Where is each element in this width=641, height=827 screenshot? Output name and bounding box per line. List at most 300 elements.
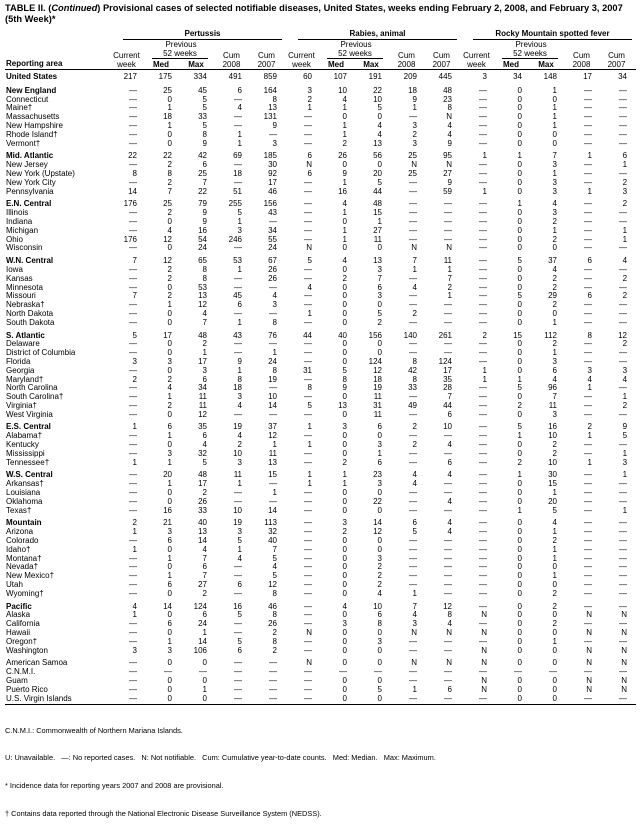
table-row xyxy=(5,131,636,140)
table-row xyxy=(5,104,636,113)
value-cell: 23 xyxy=(443,94,452,104)
value-cell: 6 xyxy=(377,282,382,292)
value-cell: — xyxy=(409,636,417,646)
value-cell: 1 xyxy=(517,374,522,384)
value-cell: N xyxy=(481,658,487,668)
value-cell: — xyxy=(584,199,592,209)
value-cell: — xyxy=(304,536,312,546)
table-header xyxy=(5,29,636,70)
value-cell: — xyxy=(584,85,592,95)
value-cell: 4 xyxy=(412,470,417,480)
value-cell: 2 xyxy=(587,422,592,432)
col-previous-52-weeks: Previous 52 weeks xyxy=(146,40,216,59)
value-cell: 0 xyxy=(517,317,522,327)
value-cell: 11 xyxy=(233,470,242,480)
reporting-area-cell: Illinois xyxy=(6,209,29,218)
value-cell: 3 xyxy=(132,645,137,655)
title-body: ) Provisional cases of selected notifiable diseases, United States, weeks ending February 2, 2008, and February 3, 2007 xyxy=(97,3,623,13)
value-cell: 0 xyxy=(517,339,522,349)
value-cell: 1 xyxy=(377,448,382,458)
value-cell: — xyxy=(339,667,347,677)
value-cell: — xyxy=(444,448,452,458)
value-cell: — xyxy=(444,571,452,581)
value-cell: 0 xyxy=(517,94,522,104)
value-cell: 140 xyxy=(403,330,417,340)
value-cell: 12 xyxy=(373,527,382,537)
value-cell: 0 xyxy=(517,448,522,458)
value-cell: — xyxy=(619,636,628,646)
value-cell: N xyxy=(306,160,312,170)
value-cell: — xyxy=(479,264,487,274)
reporting-area-cell: Louisiana xyxy=(6,489,41,498)
footnote-dagger: † Contains data reported through the National Electronic Disease Surveillance System (NEDSS). xyxy=(5,808,322,818)
value-cell: 0 xyxy=(342,658,347,668)
table-row xyxy=(5,677,636,686)
value-cell: 0 xyxy=(517,308,522,318)
table-row xyxy=(5,668,636,677)
value-cell: 209 xyxy=(403,72,417,81)
value-cell: 2 xyxy=(272,645,277,655)
value-cell: 0 xyxy=(517,208,522,218)
value-cell: 2 xyxy=(552,448,557,458)
value-cell: 1 xyxy=(132,527,137,537)
value-cell: 5 xyxy=(202,120,207,130)
value-cell: — xyxy=(584,317,592,327)
reporting-area-cell: Wyoming† xyxy=(6,589,44,598)
value-cell: — xyxy=(584,693,592,703)
value-cell: 217 xyxy=(123,72,137,81)
table-row xyxy=(5,349,636,358)
value-cell: 48 xyxy=(373,199,382,209)
reporting-area-cell: Oregon† xyxy=(6,637,38,646)
value-cell: — xyxy=(479,505,487,515)
value-cell: 1 xyxy=(552,571,557,581)
value-cell: — xyxy=(584,120,592,130)
value-cell: — xyxy=(129,505,137,515)
table-row xyxy=(5,384,636,393)
footnote-cnmi: C.N.M.I.: Commonwealth of Northern Mariana Islands. xyxy=(5,725,183,735)
value-cell: — xyxy=(304,374,312,384)
reporting-area-cell: American Samoa xyxy=(6,659,68,668)
value-cell: 12 xyxy=(163,234,172,244)
table-row xyxy=(5,572,636,581)
value-cell: — xyxy=(129,348,137,358)
table-row xyxy=(5,590,636,599)
table-row xyxy=(5,581,636,590)
value-cell: 0 xyxy=(167,440,172,450)
value-cell: 0 xyxy=(342,505,347,515)
value-cell: 9 xyxy=(342,383,347,393)
value-cell: — xyxy=(129,300,137,310)
value-cell: 26 xyxy=(338,151,347,161)
value-cell: 0 xyxy=(517,356,522,366)
table-row xyxy=(5,257,636,266)
value-cell: 2 xyxy=(237,440,242,450)
value-cell: — xyxy=(444,479,452,489)
value-cell: — xyxy=(129,693,137,703)
value-cell: 3 xyxy=(412,619,417,629)
value-cell: 2 xyxy=(342,457,347,467)
value-cell: — xyxy=(619,216,628,226)
value-cell: 2 xyxy=(412,308,417,318)
value-cell: 4 xyxy=(447,619,452,629)
reporting-area-cell: Pacific xyxy=(6,602,32,611)
value-cell: — xyxy=(619,479,628,489)
value-cell: — xyxy=(304,120,312,130)
value-cell: — xyxy=(234,308,242,318)
value-cell: — xyxy=(444,676,452,685)
value-cell: 37 xyxy=(268,422,277,432)
value-cell: 2 xyxy=(552,619,557,629)
value-cell: 1 xyxy=(132,610,137,620)
value-cell: 1 xyxy=(167,571,172,581)
value-cell: — xyxy=(304,676,312,685)
title-prefix: TABLE II. ( xyxy=(5,3,52,13)
value-cell: 19 xyxy=(268,374,277,384)
value-cell: 2 xyxy=(377,580,382,590)
value-cell: — xyxy=(479,308,487,318)
value-cell: 0 xyxy=(377,300,382,310)
value-cell: 10 xyxy=(338,85,347,95)
value-cell: — xyxy=(584,601,592,611)
value-cell: 42 xyxy=(198,151,207,161)
value-cell: 2 xyxy=(552,273,557,283)
value-cell: — xyxy=(479,518,487,528)
value-cell: 4 xyxy=(202,308,207,318)
value-cell: — xyxy=(444,580,452,590)
value-cell: 13 xyxy=(268,103,277,113)
value-cell: 69 xyxy=(233,151,242,161)
value-cell: 0 xyxy=(167,676,172,685)
value-cell: — xyxy=(479,383,487,393)
value-cell: N xyxy=(411,243,417,253)
value-cell: 5 xyxy=(517,256,522,266)
value-cell: — xyxy=(409,562,417,572)
value-cell: 1 xyxy=(552,225,557,235)
reporting-area-cell: Iowa xyxy=(6,265,23,274)
value-cell: 3 xyxy=(622,457,628,467)
value-cell: — xyxy=(479,177,487,187)
value-cell: 6 xyxy=(587,256,592,266)
value-cell: 17 xyxy=(163,330,172,340)
value-cell: 1 xyxy=(587,383,592,393)
reporting-area-cell: New York (Upstate) xyxy=(6,169,75,178)
value-cell: — xyxy=(479,356,487,366)
value-cell: — xyxy=(409,208,417,218)
value-cell: 0 xyxy=(167,129,172,139)
value-cell: — xyxy=(584,479,592,489)
value-cell: 1 xyxy=(552,103,557,113)
title-week-line: (5th Week)* xyxy=(5,14,56,24)
value-cell: — xyxy=(584,518,592,528)
value-cell: — xyxy=(304,457,312,467)
reporting-area-cell: Alaska xyxy=(6,611,31,620)
value-cell: — xyxy=(234,112,242,122)
value-cell: — xyxy=(479,488,487,498)
value-cell: 1 xyxy=(342,234,347,244)
value-cell: 44 xyxy=(373,186,382,196)
reporting-area-cell: New England xyxy=(6,86,57,95)
table-row xyxy=(5,292,636,301)
table-row xyxy=(5,450,636,459)
value-cell: 3 xyxy=(167,448,172,458)
value-cell: 0 xyxy=(517,234,522,244)
value-cell: 5 xyxy=(307,400,312,410)
value-cell: 0 xyxy=(167,610,172,620)
value-cell: N xyxy=(306,658,312,668)
value-cell: 0 xyxy=(167,365,172,375)
value-cell: 2 xyxy=(342,527,347,537)
value-cell: 0 xyxy=(342,580,347,590)
value-cell: — xyxy=(584,440,592,450)
value-cell: 0 xyxy=(377,431,382,441)
value-cell: 4 xyxy=(237,400,242,410)
value-cell: 0 xyxy=(167,562,172,572)
value-cell: — xyxy=(584,553,592,563)
value-cell: 6 xyxy=(202,374,207,384)
value-cell: 6 xyxy=(167,536,172,546)
value-cell: — xyxy=(479,339,487,349)
value-cell: 1 xyxy=(307,308,312,318)
value-cell: — xyxy=(129,103,137,113)
value-cell: 17 xyxy=(198,356,207,366)
group-header-rabies: Rabies, animal xyxy=(286,29,461,40)
value-cell: 22 xyxy=(163,151,172,161)
value-cell: 0 xyxy=(552,658,557,668)
value-cell: — xyxy=(409,317,417,327)
value-cell: 246 xyxy=(228,234,242,244)
value-cell: — xyxy=(584,571,592,581)
value-cell: 0 xyxy=(517,610,522,620)
value-cell: 20 xyxy=(373,168,382,178)
value-cell: N xyxy=(411,628,417,638)
value-cell: 1 xyxy=(447,291,452,301)
reporting-area-cell: Georgia xyxy=(6,366,35,375)
value-cell: 0 xyxy=(517,518,522,528)
value-cell: 8 xyxy=(272,588,277,598)
value-cell: 9 xyxy=(272,120,277,130)
value-cell: — xyxy=(584,580,592,590)
value-cell: — xyxy=(479,300,487,310)
value-cell: — xyxy=(619,527,628,537)
value-cell: — xyxy=(619,112,628,122)
value-cell: 3 xyxy=(552,409,557,419)
value-cell: — xyxy=(409,339,417,349)
value-cell: 4 xyxy=(552,374,557,384)
value-cell: 5 xyxy=(517,291,522,301)
value-cell: N xyxy=(621,628,628,638)
value-cell: 0 xyxy=(167,339,172,349)
value-cell: — xyxy=(619,553,628,563)
value-cell: — xyxy=(619,496,628,506)
table-row xyxy=(5,489,636,498)
value-cell: 1 xyxy=(517,199,522,209)
value-cell: 7 xyxy=(447,392,452,402)
value-cell: 9 xyxy=(202,208,207,218)
value-cell: — xyxy=(234,588,242,598)
value-cell: 16 xyxy=(338,186,347,196)
value-cell: 3 xyxy=(167,356,172,366)
value-cell: 4 xyxy=(342,601,347,611)
value-cell: — xyxy=(479,527,487,537)
value-cell: 6 xyxy=(237,300,242,310)
value-cell: 5 xyxy=(272,571,277,581)
value-cell: 2 xyxy=(377,317,382,327)
value-cell: 4 xyxy=(447,527,452,537)
reporting-area-cell: E.S. Central xyxy=(6,423,51,432)
value-cell: 1 xyxy=(237,216,242,226)
value-cell: — xyxy=(129,216,137,226)
reporting-area-cell: New York City xyxy=(6,178,56,187)
value-cell: 0 xyxy=(342,264,347,274)
value-cell: — xyxy=(584,339,592,349)
value-cell: 1 xyxy=(342,177,347,187)
value-cell: 1 xyxy=(517,470,522,480)
value-cell: — xyxy=(409,273,417,283)
value-cell: N xyxy=(586,684,592,694)
table-row xyxy=(5,310,636,319)
value-cell: 35 xyxy=(198,422,207,432)
table-row xyxy=(5,266,636,275)
value-cell: — xyxy=(584,488,592,498)
value-cell: 1 xyxy=(552,112,557,122)
value-cell: 2 xyxy=(377,562,382,572)
table-row xyxy=(5,200,636,209)
value-cell: — xyxy=(584,177,592,187)
reporting-area-cell: Maine† xyxy=(6,104,33,113)
value-cell: 6 xyxy=(202,562,207,572)
reporting-area-header: Reporting area xyxy=(5,29,111,70)
value-cell: — xyxy=(584,356,592,366)
value-cell: — xyxy=(304,636,312,646)
value-cell: — xyxy=(129,308,137,318)
value-cell: N xyxy=(306,243,312,253)
value-cell: 1 xyxy=(552,317,557,327)
value-cell: — xyxy=(129,628,137,638)
value-cell: 8 xyxy=(272,610,277,620)
value-cell: 4 xyxy=(412,610,417,620)
value-cell: 156 xyxy=(368,330,382,340)
value-cell: — xyxy=(619,243,628,253)
reporting-area-cell: Washington xyxy=(6,646,48,655)
col-cum-2008: Cum 2008 xyxy=(216,40,251,70)
value-cell: 1 xyxy=(272,348,277,358)
reporting-area-cell: West Virginia xyxy=(6,410,53,419)
value-cell: — xyxy=(304,527,312,537)
value-cell: 6 xyxy=(587,291,592,301)
value-cell: 1 xyxy=(517,151,522,161)
value-cell: 13 xyxy=(268,457,277,467)
reporting-area-cell: Arizona xyxy=(6,528,34,537)
value-cell: 7 xyxy=(132,256,137,266)
value-cell: 0 xyxy=(377,112,382,122)
value-cell: — xyxy=(619,129,628,139)
value-cell: 21 xyxy=(163,518,172,528)
table-row xyxy=(5,659,636,668)
value-cell: 107 xyxy=(333,72,347,81)
value-cell: — xyxy=(619,571,628,581)
value-cell: 7 xyxy=(202,571,207,581)
table-row xyxy=(5,170,636,179)
value-cell: — xyxy=(619,208,628,218)
value-cell: 1 xyxy=(517,431,522,441)
value-cell: — xyxy=(444,636,452,646)
value-cell: 2 xyxy=(412,129,417,139)
value-cell: 0 xyxy=(167,138,172,148)
value-cell: 1 xyxy=(412,103,417,113)
value-cell: — xyxy=(129,208,137,218)
value-cell: 6 xyxy=(202,610,207,620)
value-cell: 3 xyxy=(552,186,557,196)
value-cell: — xyxy=(479,553,487,563)
value-cell: 1 xyxy=(622,505,628,515)
value-cell: 3 xyxy=(552,177,557,187)
value-cell: N xyxy=(586,676,592,685)
value-cell: — xyxy=(584,216,592,226)
value-cell: 2 xyxy=(167,291,172,301)
value-cell: N xyxy=(446,628,452,638)
value-cell: 14 xyxy=(198,636,207,646)
value-cell: 1 xyxy=(167,120,172,130)
value-cell: 1 xyxy=(167,479,172,489)
table-row xyxy=(5,340,636,349)
value-cell: 0 xyxy=(552,138,557,148)
value-cell: 0 xyxy=(517,138,522,148)
value-cell: — xyxy=(479,448,487,458)
value-cell: 5 xyxy=(237,536,242,546)
value-cell: 6 xyxy=(307,151,312,161)
value-cell: 1 xyxy=(342,470,347,480)
value-cell: 10 xyxy=(443,422,452,432)
value-cell: 2 xyxy=(412,440,417,450)
table-row xyxy=(5,555,636,564)
value-cell: — xyxy=(479,392,487,402)
value-cell: 16 xyxy=(198,225,207,235)
value-cell: — xyxy=(304,667,312,677)
value-cell: — xyxy=(549,667,557,677)
reporting-area-cell: Hawaii xyxy=(6,629,31,638)
value-cell: 148 xyxy=(543,72,557,81)
value-cell: 5 xyxy=(237,208,242,218)
table-row xyxy=(5,152,636,161)
value-cell: — xyxy=(619,168,628,178)
value-cell: 1 xyxy=(167,103,172,113)
value-cell: 13 xyxy=(373,256,382,266)
value-cell: — xyxy=(619,440,628,450)
value-cell: 24 xyxy=(268,356,277,366)
value-cell: 0 xyxy=(342,488,347,498)
value-cell: 17 xyxy=(268,177,277,187)
value-cell: 0 xyxy=(517,676,522,685)
value-cell: — xyxy=(129,85,137,95)
table-row xyxy=(5,411,636,420)
value-cell: 30 xyxy=(548,470,557,480)
value-cell: — xyxy=(304,208,312,218)
value-cell: 5 xyxy=(377,308,382,318)
value-cell: 1 xyxy=(237,365,242,375)
value-cell: — xyxy=(584,400,592,410)
value-cell: — xyxy=(584,392,592,402)
value-cell: 44 xyxy=(443,400,452,410)
value-cell: — xyxy=(584,619,592,629)
value-cell: 0 xyxy=(517,684,522,694)
value-cell: — xyxy=(409,536,417,546)
value-cell: N xyxy=(481,645,487,655)
value-cell: 51 xyxy=(233,186,242,196)
table-row xyxy=(5,507,636,516)
value-cell: 4 xyxy=(552,199,557,209)
value-cell: — xyxy=(304,225,312,235)
